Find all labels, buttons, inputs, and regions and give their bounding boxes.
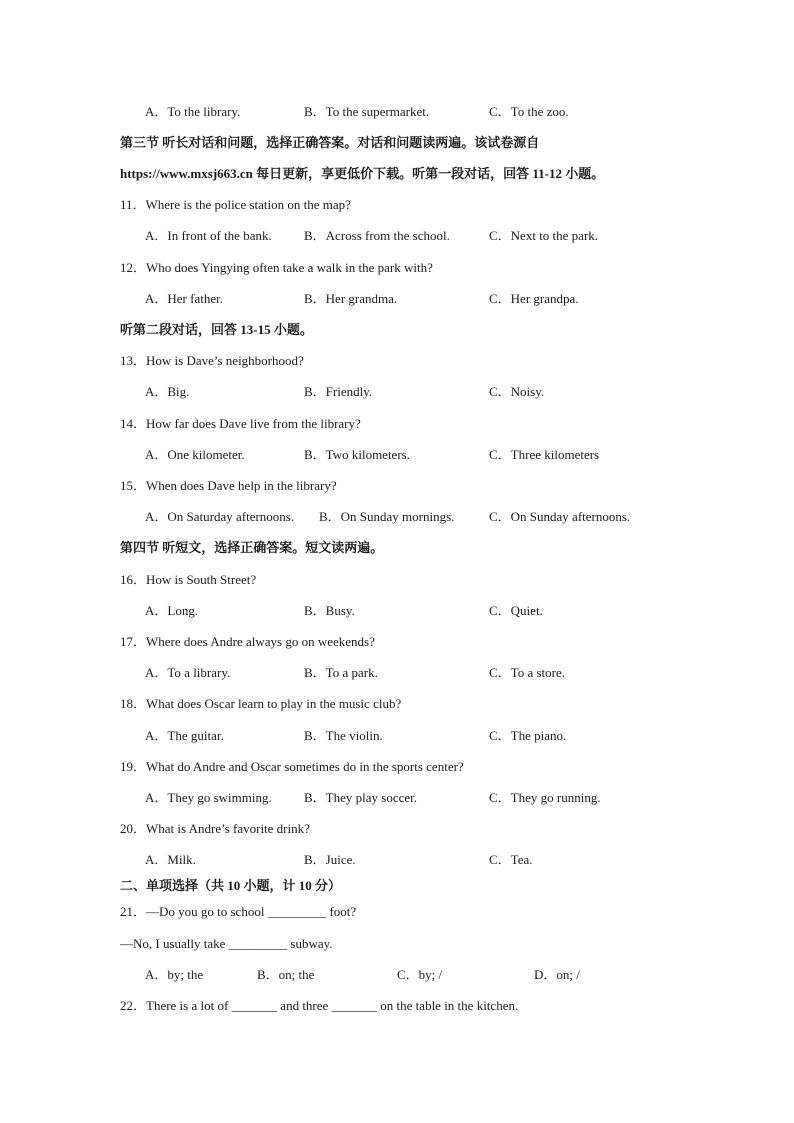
answer-option: B．On Sunday mornings. [319, 509, 455, 524]
question-text: 14．How far does Dave live from the library? [120, 416, 361, 431]
answer-option: C．On Sunday afternoons. [489, 509, 631, 524]
question-text: 16．How is South Street? [120, 572, 257, 587]
answer-option: C．They go running. [489, 790, 601, 805]
answer-option: B．They play soccer. [304, 790, 417, 805]
section-heading: 第三节 听长对话和问题，选择正确答案。对话和问题读两遍。该试卷源自 [120, 135, 540, 150]
section-heading: 二、单项选择（共 10 小题，计 10 分） [120, 878, 342, 893]
answer-option: C．Noisy. [489, 384, 545, 399]
answer-option: A．On Saturday afternoons. [145, 509, 295, 524]
answer-option: C．To a store. [489, 665, 565, 680]
answer-option: B．Across from the school. [304, 228, 450, 243]
answer-option: C．Her grandpa. [489, 291, 579, 306]
answer-option: A．The guitar. [145, 728, 224, 743]
answer-option: A．by; the [145, 967, 204, 982]
answer-option: A．To a library. [145, 665, 231, 680]
answer-option: C．To the zoo. [489, 104, 569, 119]
question-text: 22．There is a lot of _______ and three _______ on the table in the kitchen. [120, 998, 519, 1013]
answer-option: B．Her grandma. [304, 291, 398, 306]
question-text: 11．Where is the police station on the map? [120, 197, 351, 212]
answer-option: C．Tea. [489, 852, 533, 867]
answer-option: A．Big. [145, 384, 190, 399]
answer-option: B．Two kilometers. [304, 447, 410, 462]
answer-option: A．In front of the bank. [145, 228, 272, 243]
answer-options-row [0, 727, 794, 745]
question-text: 20．What is Andre’s favorite drink? [120, 821, 310, 836]
answer-option: B．To a park. [304, 665, 378, 680]
answer-option: A．Her father. [145, 291, 223, 306]
answer-option: A．Long. [145, 603, 199, 618]
section-heading: 第四节 听短文，选择正确答案。短文读两遍。 [120, 540, 384, 555]
section-heading: 听第二段对话，回答 13-15 小题。 [120, 322, 313, 337]
answer-options-row [0, 103, 794, 121]
answer-option: A．Milk. [145, 852, 196, 867]
question-text: 21．—Do you go to school _________ foot? [120, 904, 357, 919]
answer-options-row [0, 383, 794, 401]
question-text: 17．Where does Andre always go on weekends? [120, 634, 375, 649]
answer-option: B．Busy. [304, 603, 355, 618]
answer-options-row [0, 966, 794, 984]
answer-option: C．Three kilometers [489, 447, 600, 462]
answer-option: B．To the supermarket. [304, 104, 430, 119]
answer-option: A．One kilometer. [145, 447, 245, 462]
question-text: 18．What does Oscar learn to play in the music club? [120, 696, 402, 711]
answer-option: B．The violin. [304, 728, 383, 743]
answer-option: C．The piano. [489, 728, 567, 743]
question-text: 15．When does Dave help in the library? [120, 478, 337, 493]
answer-option: B．Juice. [304, 852, 356, 867]
question-text: —No, I usually take _________ subway. [120, 936, 333, 951]
answer-options-row [0, 664, 794, 682]
section-heading: https://www.mxsj663.cn 每日更新，享更低价下载。听第一段对话，回答 11-12 小题。 [120, 166, 605, 181]
answer-options-row [0, 851, 794, 869]
answer-option: A．They go swimming. [145, 790, 272, 805]
answer-option: C．by; / [397, 967, 443, 982]
answer-option: D．on; / [534, 967, 580, 982]
answer-option: C．Next to the park. [489, 228, 599, 243]
question-text: 13．How is Dave’s neighborhood? [120, 353, 304, 368]
answer-options-row [0, 290, 794, 308]
question-text: 19．What do Andre and Oscar sometimes do in the sports center? [120, 759, 464, 774]
answer-options-row [0, 446, 794, 464]
answer-options-row [0, 227, 794, 245]
answer-options-row [0, 508, 794, 526]
answer-option: B．on; the [257, 967, 315, 982]
question-text: 12．Who does Yingying often take a walk in the park with? [120, 260, 433, 275]
answer-option: B．Friendly. [304, 384, 373, 399]
answer-option: A．To the library. [145, 104, 241, 119]
answer-option: C．Quiet. [489, 603, 543, 618]
answer-options-row [0, 789, 794, 807]
answer-options-row [0, 602, 794, 620]
